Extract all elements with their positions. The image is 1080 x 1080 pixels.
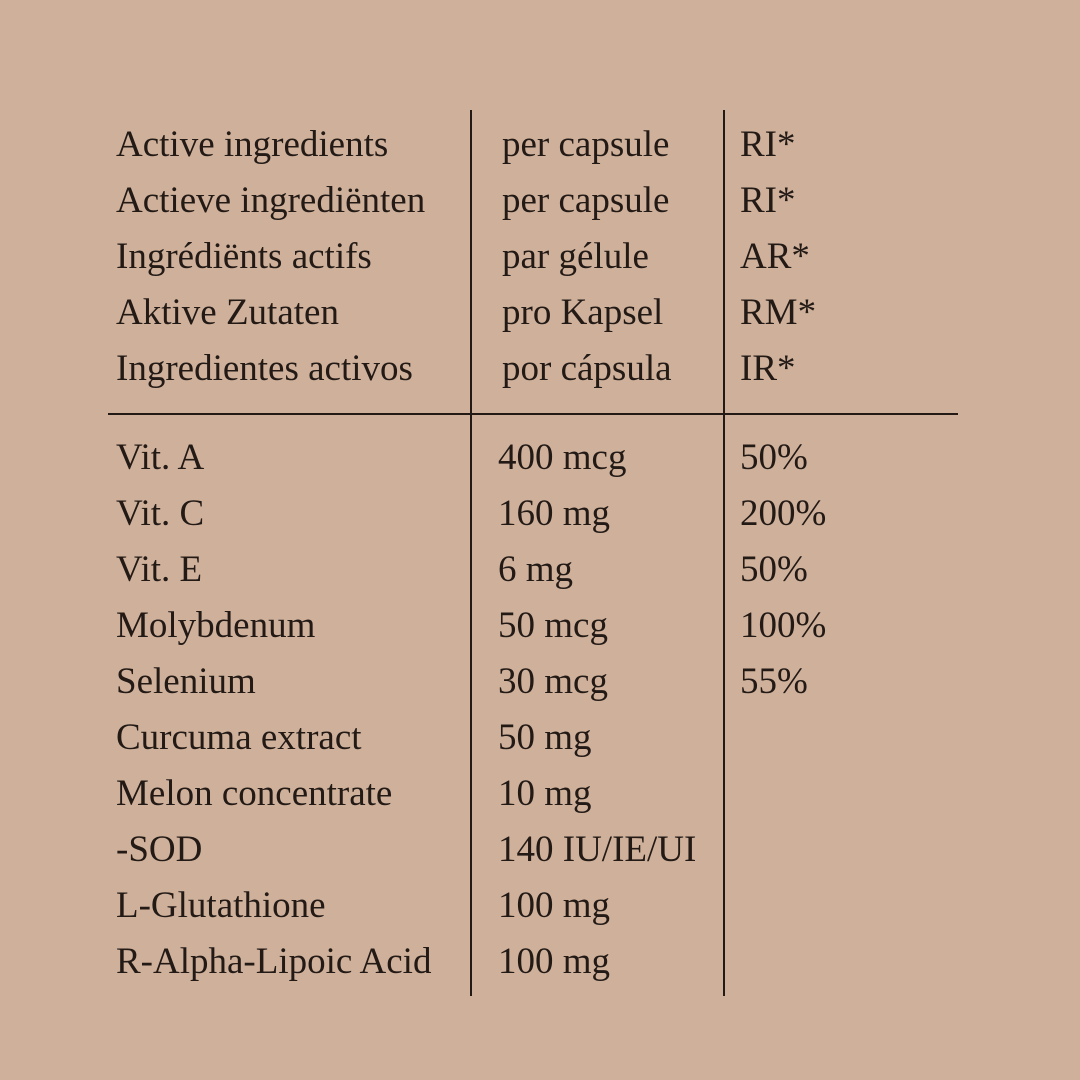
ingredient-name: Melon concentrate <box>116 773 393 814</box>
header-amount: per capsule <box>502 124 670 165</box>
header-ingredient: Actieve ingrediënten <box>116 180 426 221</box>
ingredient-name: L-Glutathione <box>116 885 326 926</box>
ingredient-name: R-Alpha-Lipoic Acid <box>116 941 432 982</box>
ingredient-name: Vit. C <box>116 493 205 534</box>
ingredient-name: Selenium <box>116 661 256 702</box>
header-amount: per capsule <box>502 180 670 221</box>
header-ri: RI* <box>740 180 796 221</box>
amount-value: 30 mcg <box>498 661 608 702</box>
header-ri: RI* <box>740 124 796 165</box>
amount-value: 100 mg <box>498 885 611 926</box>
ingredient-name: Molybdenum <box>116 605 316 646</box>
header-ingredient: Ingredientes activos <box>116 348 413 389</box>
ri-value: 50% <box>740 437 808 478</box>
amount-value: 10 mg <box>498 773 592 814</box>
ri-value: 200% <box>740 493 827 534</box>
header-separator <box>108 413 958 415</box>
ingredient-name: -SOD <box>116 829 203 870</box>
amount-value: 160 mg <box>498 493 611 534</box>
amount-value: 400 mcg <box>498 437 627 478</box>
header-amount: pro Kapsel <box>502 292 664 333</box>
ingredient-name: Vit. A <box>116 437 205 478</box>
column-divider-right <box>723 110 725 996</box>
header-ingredient: Ingrédiënts actifs <box>116 236 372 277</box>
ingredient-name: Vit. E <box>116 549 203 590</box>
ingredient-name: Curcuma extract <box>116 717 362 758</box>
amount-value: 100 mg <box>498 941 611 982</box>
header-ingredient: Aktive Zutaten <box>116 292 339 333</box>
amount-value: 50 mg <box>498 717 592 758</box>
ri-value: 50% <box>740 549 808 590</box>
header-ingredient: Active ingredients <box>116 124 389 165</box>
header-ri: IR* <box>740 348 796 389</box>
header-ri: RM* <box>740 292 817 333</box>
ri-value: 100% <box>740 605 827 646</box>
ri-value: 55% <box>740 661 808 702</box>
header-amount: por cápsula <box>502 348 672 389</box>
amount-value: 6 mg <box>498 549 574 590</box>
header-ri: AR* <box>740 236 810 277</box>
column-divider-left <box>470 110 472 996</box>
header-amount: par gélule <box>502 236 649 277</box>
amount-value: 140 IU/IE/UI <box>498 829 697 870</box>
amount-value: 50 mcg <box>498 605 608 646</box>
